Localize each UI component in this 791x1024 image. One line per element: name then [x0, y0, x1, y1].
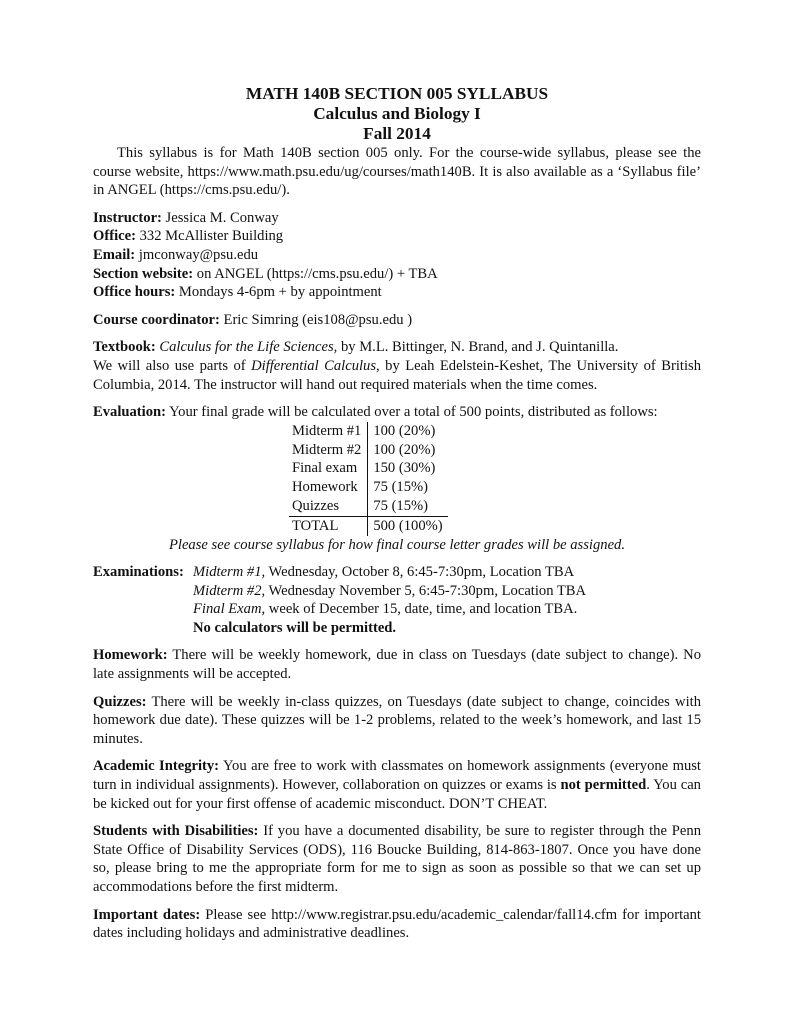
coordinator-line [93, 311, 701, 330]
final-exam-detail: week of December 15, date, time, and location TBA. [265, 601, 578, 618]
midterm2-name: Midterm #2, [193, 582, 266, 599]
grade-points: 75 (15%) [373, 479, 429, 496]
office-label: Office: [93, 228, 136, 245]
table-row [289, 497, 448, 516]
term-title: Fall 2014 [363, 124, 431, 143]
quizzes-text: There will be weekly in-class quizzes, on Tuesdays (date subject to change, coincides with homework due date). These quizzes will be 1-2 problems, related to the week’s homework, and last 15 minutes. [93, 693, 701, 747]
no-calculators-notice: No calculators will be permitted. [193, 619, 397, 636]
disabilities-text: If you have a documented disability, be sure to register through the Penn State Office of Disability Services (ODS), 116 Boucke Building, 814-863-1807. Once you have done so, please bring to me the appropriate form for me to sign as soon as possible so that we can set up accommodations before the first midterm. [93, 823, 701, 895]
homework-text: There will be weekly homework, due in class on Tuesdays (date subject to change). No late assignments will be accepted. [93, 647, 701, 683]
textbook-also-pre: We will also use parts of [93, 357, 252, 374]
homework-paragraph [93, 646, 701, 683]
grade-points: 100 (20%) [373, 422, 436, 439]
integrity-label: Academic Integrity: [93, 758, 220, 775]
final-exam-name: Final Exam, [193, 601, 266, 618]
coordinator-value: Eric Simring (eis108@psu.edu ) [219, 311, 413, 328]
evaluation-section [93, 403, 701, 554]
table-row [289, 422, 448, 441]
textbook-label: Textbook: [93, 339, 156, 356]
course-title: Calculus and Biology I [313, 104, 481, 123]
grade-table [289, 422, 448, 536]
website-value: on ANGEL (https://cms.psu.edu/) + TBA [193, 265, 438, 282]
examinations-label: Examinations: [93, 564, 184, 581]
evaluation-text: Your final grade will be calculated over a total of 500 points, distributed as follows: [165, 404, 658, 421]
integrity-paragraph [93, 757, 701, 813]
table-total-row [289, 516, 448, 535]
table-row [289, 459, 448, 478]
total-item: TOTAL [289, 516, 368, 535]
coordinator-label: Course coordinator: [93, 311, 220, 328]
textbook-also-title: Differential Calculus [251, 357, 377, 374]
table-row [289, 478, 448, 497]
integrity-text-pre: You are free to work with classmates on homework assignments (everyone must turn in individual assignments). However, collaboration on quizzes or exams is [93, 758, 701, 794]
grade-item: Quizzes [289, 497, 368, 516]
disabilities-label: Students with Disabilities: [93, 823, 259, 840]
dates-label: Important dates: [93, 906, 201, 923]
dates-paragraph [93, 906, 701, 943]
instructor-info [93, 209, 701, 302]
homework-label: Homework: [93, 647, 168, 664]
office-hours-label: Office hours: [93, 284, 176, 301]
table-row [289, 441, 448, 460]
textbook-title: Calculus for the Life Sciences, [159, 339, 338, 356]
disabilities-paragraph [93, 822, 701, 896]
grade-points: 150 (30%) [373, 460, 436, 477]
email-value: jmconway@psu.edu [135, 246, 259, 263]
website-label: Section website: [93, 265, 194, 282]
grade-item: Midterm #1 [289, 422, 368, 441]
integrity-text-post: . You can be kicked out for your first offense of academic misconduct. DON’T CHEAT. [93, 777, 701, 812]
evaluation-note: Please see course syllabus for how final course letter grades will be assigned. [168, 536, 625, 553]
midterm1-name: Midterm #1, [193, 564, 266, 581]
syllabus-title: MATH 140B SECTION 005 SYLLABUS [245, 84, 549, 103]
midterm2-detail: Wednesday November 5, 6:45-7:30pm, Location TBA [265, 582, 587, 599]
integrity-bold: not permitted [560, 777, 647, 794]
office-value: 332 McAllister Building [135, 228, 284, 245]
intro-paragraph: This syllabus is for Math 140B section 005 only. For the course-wide syllabus, please see the course website, https://www.math.psu.edu/ug/courses/math140B. It is also available as a ‘Syllabus file’ in ANGEL (https://cms.psu.edu/). [93, 145, 701, 199]
total-points: 500 (100%) [368, 516, 448, 535]
textbook-also-post: , by Leah Edelstein-Keshet, The University of British Columbia, 2014. The instructor will hand out required materials when the time comes. [93, 357, 702, 393]
email-label: Email: [93, 246, 136, 263]
instructor-value: Jessica M. Conway [161, 209, 279, 226]
grade-item: Final exam [289, 459, 368, 478]
textbook-section [93, 338, 701, 394]
quizzes-label: Quizzes: [93, 693, 147, 710]
grade-points: 100 (20%) [373, 441, 436, 458]
quizzes-paragraph [93, 693, 701, 749]
dates-text: Please see http://www.registrar.psu.edu/academic_calendar/fall14.cfm for important dates including holidays and administrative deadlines. [93, 906, 701, 942]
midterm1-detail: Wednesday, October 8, 6:45-7:30pm, Location TBA [265, 564, 575, 581]
instructor-label: Instructor: [93, 209, 162, 226]
office-hours-value: Mondays 4-6pm + by appointment [175, 284, 382, 301]
textbook-authors: by M.L. Bittinger, N. Brand, and J. Quintanilla. [337, 339, 619, 356]
grade-item: Midterm #2 [289, 441, 368, 460]
grade-item: Homework [289, 478, 368, 497]
evaluation-label: Evaluation: [93, 404, 166, 421]
syllabus-page [93, 84, 701, 943]
examinations-section [93, 563, 701, 637]
grade-points: 75 (15%) [373, 497, 429, 514]
